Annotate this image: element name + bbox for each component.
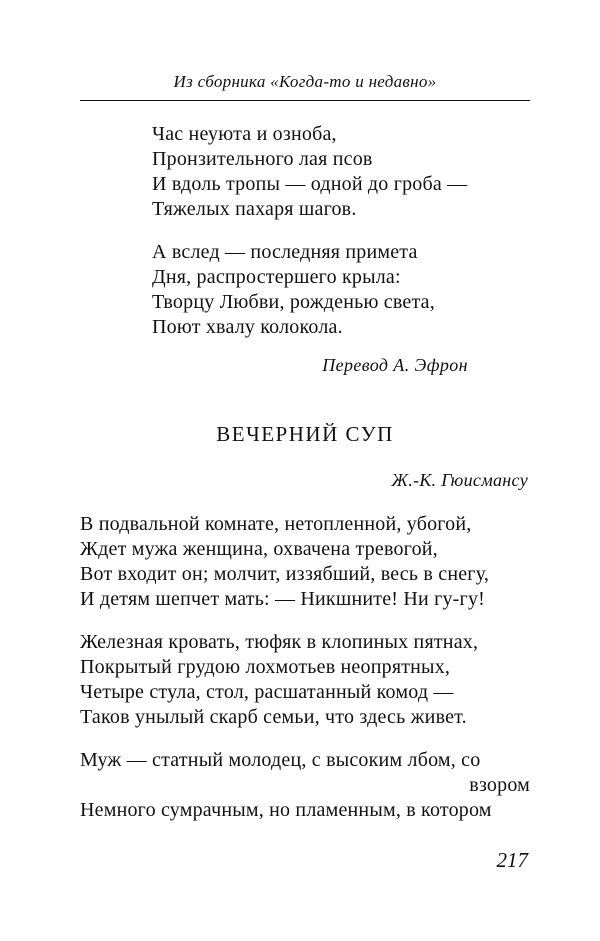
- page-number: 217: [496, 848, 528, 872]
- verse-line: И вдоль тропы — одной до гроба —: [152, 173, 468, 195]
- verse-line: Тяжелых пахаря шагов.: [152, 198, 357, 220]
- verse-line: Четыре стула, стол, расшатанный комод —: [80, 681, 454, 703]
- verse-line: В подвальной комнате, нетопленной, убогой,: [80, 513, 472, 535]
- verse-line: Немного сумрачным, но пламенным, в котором: [80, 799, 492, 821]
- verse-line: И детям шепчет мать: — Никшните! Ни гу-гу!: [80, 588, 486, 610]
- verse-line-turnover: взором: [469, 774, 530, 796]
- verse-line: Час неуюта и озноба,: [152, 123, 337, 145]
- poem-stanza-1: [80, 512, 489, 612]
- translator-credit: Перевод А. Эфрон: [322, 355, 468, 375]
- dedication: Ж.-К. Гюисмансу: [391, 470, 528, 490]
- verse-line: Таков унылый скарб семьи, что здесь живет.: [80, 706, 467, 728]
- poem-stanza-3: [80, 748, 530, 823]
- verse-line: Муж — статный молодец, с высоким лбом, со: [80, 749, 481, 771]
- verse-line: Дня, распростершего крыла:: [152, 266, 401, 288]
- verse-line: Поют хвалу колокола.: [152, 316, 343, 338]
- previous-poem-stanza-1: [152, 122, 467, 222]
- verse-line: Железная кровать, тюфяк в клопиных пятнах,: [80, 631, 479, 653]
- verse-line: Ждет мужа женщина, охвачена тревогой,: [80, 538, 438, 560]
- verse-line: Творцу Любви, рожденью света,: [152, 291, 435, 313]
- previous-poem-stanza-2: [152, 240, 435, 340]
- header-rule: [80, 100, 530, 101]
- poem-stanza-2: [80, 630, 478, 730]
- verse-line: Покрытый грудою лохмотьев неопрятных,: [80, 656, 451, 678]
- running-header: Из сборника «Когда-то и недавно»: [173, 72, 437, 91]
- verse-line: Вот входит он; молчит, иззябший, весь в снегу,: [80, 563, 490, 585]
- verse-line: А вслед — последняя примета: [152, 241, 418, 263]
- poem-title: ВЕЧЕРНИЙ СУП: [216, 422, 394, 446]
- verse-line: Пронзительного лая псов: [152, 148, 373, 170]
